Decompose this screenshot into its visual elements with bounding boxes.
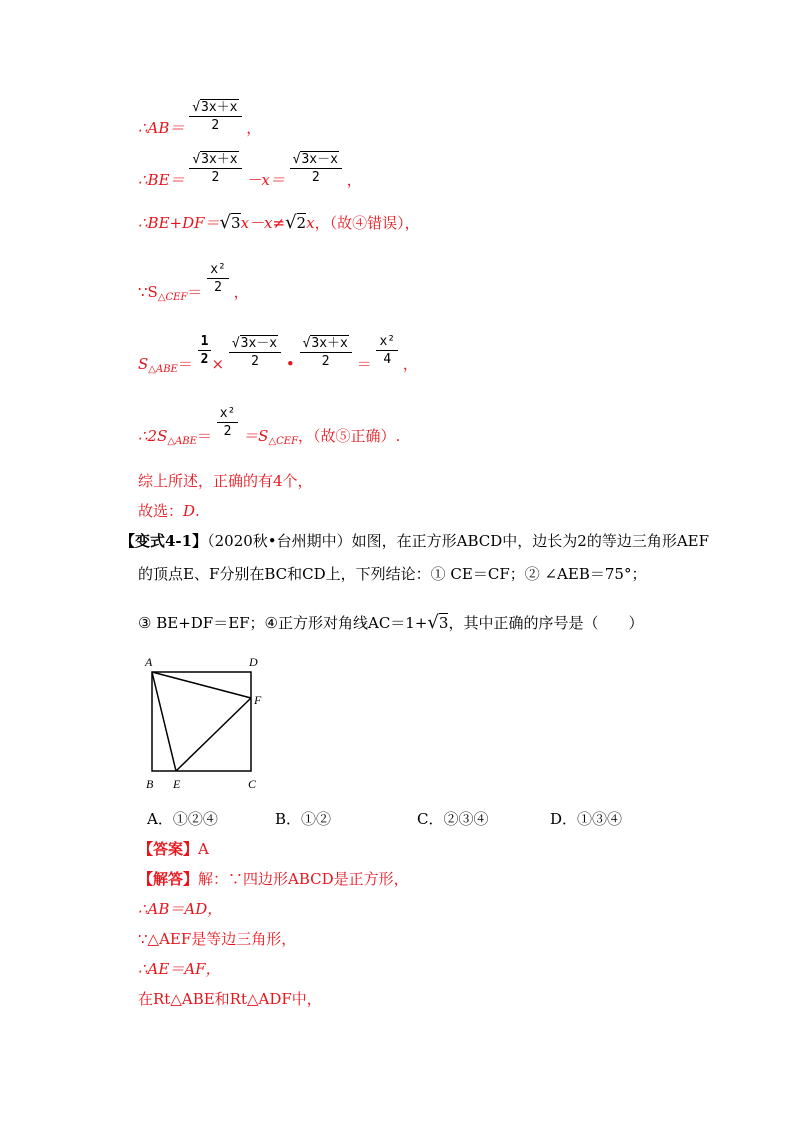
fraction: $\frac{√3x-x}{2}$ (229, 332, 281, 369)
question-line-3: ③ BE+DF＝EF；④正方形对角线AC＝1+√3，其中正确的序号是（ ） (138, 612, 644, 633)
label-c: C (248, 777, 257, 791)
option-b: B．①② (275, 810, 332, 828)
segment-ae (152, 672, 176, 771)
label-b: B (146, 777, 154, 791)
solution-line-2s-abe: $\therefore 2S_{\triangle ABE}=$ $\frac{\text{x²}}{2}$ $=S_{\triangle CEF}$，（故⑤正确）. (138, 406, 401, 447)
fraction: $\frac{√3x+x}{2}$ (189, 148, 241, 185)
label-e: E (173, 777, 181, 791)
fraction: $\frac{\text{x²}}{2}$ (217, 406, 239, 439)
solution-line-s-cef: $\because S_{\triangle CEF}=$ $\frac{\text{x²}}{2}$ ， (138, 262, 249, 303)
fraction: $\frac{1}{2}$ (198, 334, 212, 367)
variant-tag: 【变式4-1】 (120, 532, 208, 550)
fraction: $\frac{\text{x²}}{4}$ (376, 334, 398, 367)
option-a: A．①②④ (147, 810, 218, 828)
solution-line-s-abe: $S_{\triangle ABE}=$ $\frac{1}{2}$ × $\frac{√3x-x}{2}$ • $\frac{√3x+x}{2}$ ＝ $\frac{\text{x²}}{4}$ ， (138, 334, 418, 375)
option-c: C．②③④ (417, 810, 489, 828)
label-a: A (145, 655, 153, 669)
solution-line-ab: ∴AB＝ $\frac{√3x+x}{2}$ ， (138, 96, 261, 133)
solution-start: 【解答】解：∵四边形ABCD是正方形， (138, 870, 409, 888)
segment-ef (176, 698, 251, 771)
label-d: D (249, 655, 258, 669)
question-line-2: 的顶点E、F分别在BC和CD上，下列结论：① CE＝CF；② ∠AEB＝75°； (138, 565, 647, 583)
solution-step-2: ∵△AEF是等边三角形， (138, 930, 297, 948)
solution-line-be: ∴BE＝ $\frac{√3x+x}{2}$ －x＝ $\frac{√3x-x}{2}$ ， (138, 148, 362, 185)
question-line-1: 【变式4-1】（2020秋•台州期中）如图，在正方形ABCD中，边长为2的等边三角形AEF (120, 532, 710, 550)
option-d: D．①③④ (550, 810, 623, 828)
label-f: F (254, 693, 262, 707)
solution-step-4: 在Rt△ABE和Rt△ADF中， (138, 990, 322, 1008)
fraction: $\frac{√3x+x}{2}$ (189, 96, 241, 133)
fraction: $\frac{\text{x²}}{2}$ (207, 262, 229, 295)
solution-step-1: ∴AB＝AD， (138, 900, 223, 918)
segment-af (152, 672, 251, 698)
choice-line: 故选：D. (138, 502, 200, 520)
fraction: $\frac{√3x-x}{2}$ (290, 148, 342, 185)
solution-line-be-df: ∴BE+DF＝√3x－x≠√2x，（故④错误）， (138, 212, 420, 233)
summary-text: 综上所述，正确的有4个， (138, 472, 313, 490)
square-figure (140, 648, 300, 798)
solution-step-3: ∴AE＝AF， (138, 960, 221, 978)
fraction: $\frac{√3x+x}{2}$ (300, 332, 352, 369)
answer-line: 【答案】A (138, 840, 209, 858)
